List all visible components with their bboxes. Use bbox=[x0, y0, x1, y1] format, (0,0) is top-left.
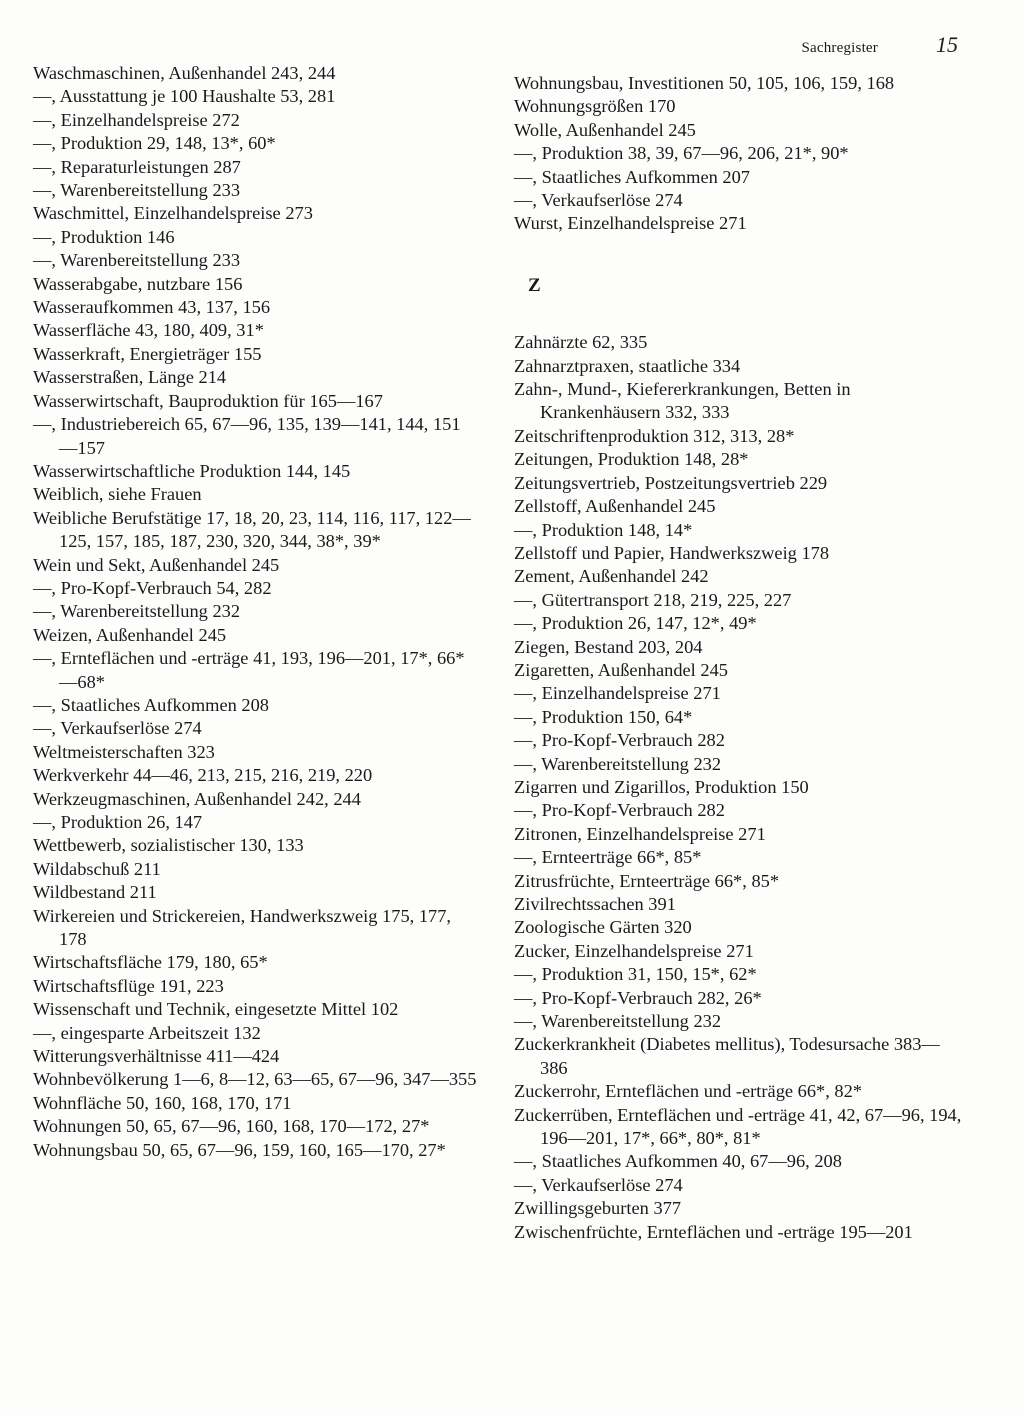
index-entry: Wildbestand 211 bbox=[33, 882, 157, 903]
index-entry: Wurst, Einzelhandelspreise 271 bbox=[514, 213, 747, 234]
index-entry: —, Warenbereitstellung 232 bbox=[33, 601, 241, 622]
index-entry: Zuckerrüben, Ernteflächen und -erträge 41, 42, 67—96, 194, 196—201, 17*, 66*, 80*, 81* bbox=[514, 1104, 962, 1149]
index-entry: Zigarren und Zigarillos, Produktion 150 bbox=[514, 776, 809, 797]
index-entry: Wasseraufkommen 43, 137, 156 bbox=[33, 297, 271, 318]
index-entry: —, Produktion 31, 150, 15*, 62* bbox=[514, 964, 757, 985]
index-entry: —, Warenbereitstellung 232 bbox=[514, 753, 722, 774]
index-entry: Zuckerrohr, Ernteflächen und -erträge 66*, 82* bbox=[514, 1081, 863, 1102]
index-entry: Wasserfläche 43, 180, 409, 31* bbox=[33, 320, 264, 341]
index-entry: —, Ernteflächen und -erträge 41, 193, 196—201, 17*, 66*—68* bbox=[33, 648, 465, 692]
running-title: Sachregister bbox=[801, 40, 878, 56]
index-entry: Wirtschaftsfläche 179, 180, 65* bbox=[33, 952, 268, 973]
index-entry: Wohnfläche 50, 160, 168, 170, 171 bbox=[33, 1092, 292, 1113]
index-entry: Ziegen, Bestand 203, 204 bbox=[514, 636, 703, 657]
index-entry: —, Produktion 148, 14* bbox=[514, 519, 693, 540]
index-entry: Zwillingsgeburten 377 bbox=[514, 1198, 682, 1219]
index-entry: —, Produktion 26, 147, 12*, 49* bbox=[514, 613, 757, 634]
index-column-left bbox=[33, 62, 478, 1162]
index-entry: Zwischenfrüchte, Ernteflächen und -erträge 195—201 bbox=[514, 1221, 913, 1242]
index-entry: Zeitungen, Produktion 148, 28* bbox=[514, 449, 749, 470]
index-entry: Wohnbevölkerung 1—6, 8—12, 63—65, 67—96, 347—355 bbox=[33, 1069, 477, 1090]
index-entry: Wissenschaft und Technik, eingesetzte Mittel 102 bbox=[33, 999, 399, 1020]
index-entry: Zahnarztpraxen, staatliche 334 bbox=[514, 355, 741, 376]
index-entry: Weibliche Berufstätige 17, 18, 20, 23, 114, 116, 117, 122—125, 157, 185, 187, 230, 320, 344, 38*, 39* bbox=[33, 507, 471, 552]
index-entry: Wasserabgabe, nutzbare 156 bbox=[33, 273, 243, 294]
index-entry: —, Industriebereich 65, 67—96, 135, 139—141, 144, 151—157 bbox=[33, 414, 461, 458]
index-entry: —, Staatliches Aufkommen 40, 67—96, 208 bbox=[514, 1151, 842, 1172]
index-entry: —, Produktion 29, 148, 13*, 60* bbox=[33, 133, 276, 154]
index-entry: Wohnungsbau, Investitionen 50, 105, 106, 159, 168 bbox=[514, 73, 895, 93]
index-entry: Wolle, Außenhandel 245 bbox=[514, 119, 696, 140]
index-entry: Waschmaschinen, Außenhandel 243, 244 bbox=[33, 63, 336, 83]
index-entry: Werkverkehr 44—46, 213, 215, 216, 219, 220 bbox=[33, 765, 373, 786]
index-entry: Zitronen, Einzelhandelspreise 271 bbox=[514, 823, 766, 844]
index-entry: —, Produktion 150, 64* bbox=[514, 706, 693, 727]
index-entry: —, Staatliches Aufkommen 207 bbox=[514, 166, 750, 187]
index-group-w bbox=[514, 72, 964, 236]
index-entry: Wettbewerb, sozialistischer 130, 133 bbox=[33, 835, 304, 856]
index-entry: Wirtschaftsflüge 191, 223 bbox=[33, 975, 224, 996]
index-entry: —, Produktion 38, 39, 67—96, 206, 21*, 90* bbox=[514, 143, 849, 164]
index-entry: Zeitschriftenproduktion 312, 313, 28* bbox=[514, 425, 795, 446]
index-entry: Zahnärzte 62, 335 bbox=[514, 332, 648, 353]
index-entry: Wohnungen 50, 65, 67—96, 160, 168, 170—172, 27* bbox=[33, 1116, 430, 1137]
index-entry: Wasserkraft, Energieträger 155 bbox=[33, 343, 262, 364]
index-entry: Weizen, Außenhandel 245 bbox=[33, 624, 227, 645]
page-number: 15 bbox=[936, 32, 958, 57]
index-entry: —, eingesparte Arbeitszeit 132 bbox=[33, 1022, 261, 1043]
index-entry: Zement, Außenhandel 242 bbox=[514, 566, 709, 587]
index-entry: —, Verkaufserlöse 274 bbox=[514, 1174, 683, 1195]
index-entry: —, Gütertransport 218, 219, 225, 227 bbox=[514, 589, 792, 610]
index-entry: —, Ernteerträge 66*, 85* bbox=[514, 847, 702, 868]
index-entry: Wasserwirtschaftliche Produktion 144, 145 bbox=[33, 460, 351, 481]
index-entry: Wohnungsbau 50, 65, 67—96, 159, 160, 165—170, 27* bbox=[33, 1139, 446, 1160]
index-entry: —, Warenbereitstellung 233 bbox=[33, 180, 241, 201]
index-entry: —, Pro-Kopf-Verbrauch 282, 26* bbox=[514, 987, 762, 1008]
index-entry: —, Pro-Kopf-Verbrauch 282 bbox=[514, 800, 725, 821]
index-entry: Wildabschuß 211 bbox=[33, 858, 161, 879]
index-entry: —, Produktion 146 bbox=[33, 226, 175, 247]
index-entry: Zucker, Einzelhandelspreise 271 bbox=[514, 940, 754, 961]
index-entry: —, Verkaufserlöse 274 bbox=[514, 190, 683, 211]
index-entry: Zivilrechtssachen 391 bbox=[514, 894, 676, 914]
index-entry: Wasserwirtschaft, Bauproduktion für 165—167 bbox=[33, 390, 383, 411]
index-entry: Zellstoff und Papier, Handwerkszweig 178 bbox=[514, 542, 830, 563]
index-entry: Wirkereien und Strickereien, Handwerkszweig 175, 177, 178 bbox=[33, 905, 452, 950]
index-entry: Werkzeugmaschinen, Außenhandel 242, 244 bbox=[33, 788, 361, 809]
index-entry: —, Warenbereitstellung 233 bbox=[33, 250, 241, 271]
index-entry: Zahn-, Mund-, Kiefererkrankungen, Betten in Krankenhäusern 332, 333 bbox=[514, 379, 851, 423]
index-entry: —, Verkaufserlöse 274 bbox=[33, 718, 202, 739]
index-entry: —, Pro-Kopf-Verbrauch 54, 282 bbox=[33, 577, 272, 598]
index-entry: —, Warenbereitstellung 232 bbox=[514, 1011, 722, 1032]
index-entry: Wasserstraßen, Länge 214 bbox=[33, 367, 227, 388]
index-entry: Zuckerkrankheit (Diabetes mellitus), Todesursache 383—386 bbox=[514, 1034, 940, 1078]
index-column-right bbox=[514, 72, 964, 1244]
index-entry: Zellstoff, Außenhandel 245 bbox=[514, 496, 716, 517]
index-entry: —, Staatliches Aufkommen 208 bbox=[33, 694, 269, 715]
index-entry: Weltmeisterschaften 323 bbox=[33, 741, 215, 762]
index-entry: —, Pro-Kopf-Verbrauch 282 bbox=[514, 730, 725, 751]
page-header bbox=[801, 32, 958, 58]
index-entry: Waschmittel, Einzelhandelspreise 273 bbox=[33, 203, 313, 224]
index-entry: Wein und Sekt, Außenhandel 245 bbox=[33, 554, 280, 575]
index-entry: Witterungsverhältnisse 411—424 bbox=[33, 1046, 280, 1067]
index-entry: —, Einzelhandelspreise 272 bbox=[33, 109, 240, 130]
section-letter-z: Z bbox=[528, 274, 541, 296]
index-entry: Zoologische Gärten 320 bbox=[514, 917, 692, 938]
index-entry: Wohnungsgrößen 170 bbox=[514, 96, 676, 117]
index-entry: —, Produktion 26, 147 bbox=[33, 812, 203, 832]
index-entry: —, Reparaturleistungen 287 bbox=[33, 156, 241, 177]
index-entry: —, Einzelhandelspreise 271 bbox=[514, 683, 721, 704]
index-entry: Zigaretten, Außenhandel 245 bbox=[514, 659, 728, 680]
index-group-z bbox=[514, 331, 964, 1244]
index-entry: —, Ausstattung je 100 Haushalte 53, 281 bbox=[33, 86, 336, 107]
index-entry: Zeitungsvertrieb, Postzeitungsvertrieb 229 bbox=[514, 472, 828, 493]
index-entry: Zitrusfrüchte, Ernteerträge 66*, 85* bbox=[514, 870, 780, 891]
index-entry: Weiblich, siehe Frauen bbox=[33, 484, 202, 505]
